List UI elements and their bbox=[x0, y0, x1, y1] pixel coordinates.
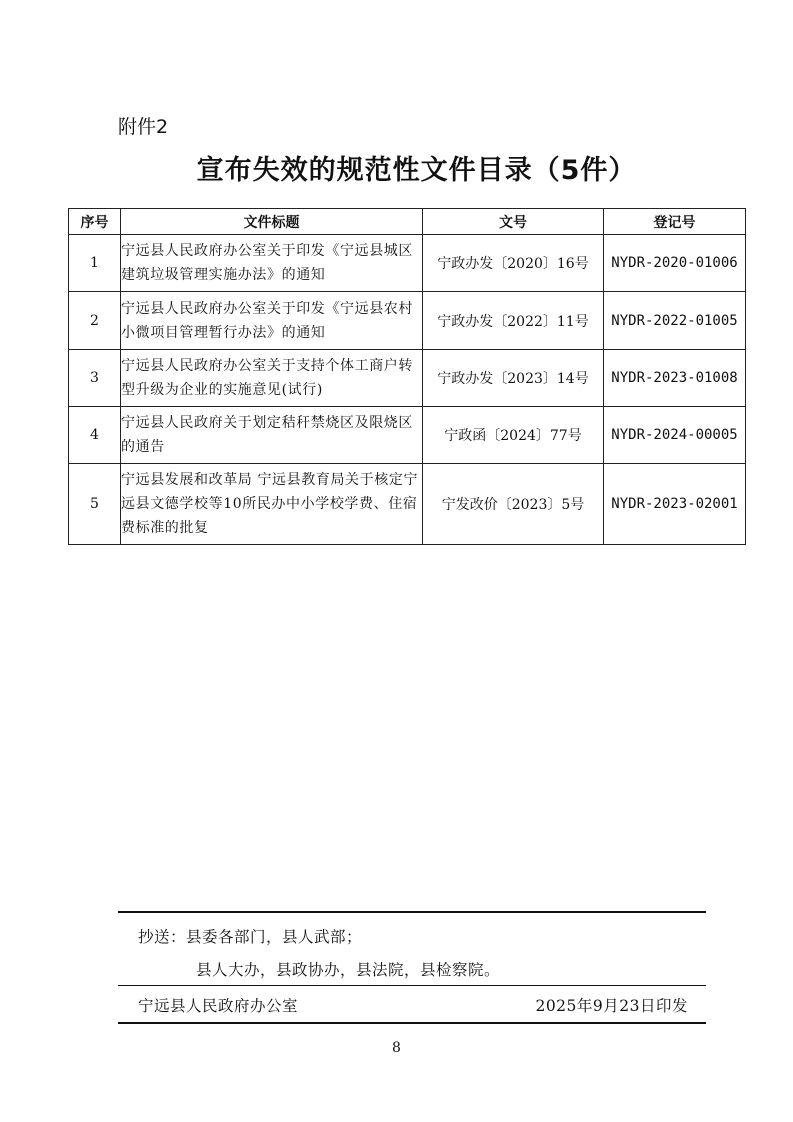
footer-bottom-rule bbox=[118, 1022, 706, 1024]
column-header-serial: 序号 bbox=[69, 209, 121, 235]
row-serial: 3 bbox=[69, 350, 121, 407]
attachment-label: 附件2 bbox=[118, 116, 169, 138]
row-serial: 2 bbox=[69, 292, 121, 350]
row-title: 宁远县人民政府办公室关于印发《宁远县城区建筑垃圾管理实施办法》的通知 bbox=[121, 235, 423, 292]
table-row bbox=[69, 235, 746, 292]
row-registration-number: NYDR-2023-01008 bbox=[604, 350, 746, 407]
column-header-doc-number: 文号 bbox=[423, 209, 604, 235]
row-serial: 1 bbox=[69, 235, 121, 292]
row-title: 宁远县发展和改革局 宁远县教育局关于核定宁远县文德学校等10所民办中小学校学费、住宿费标准的批复 bbox=[121, 464, 423, 545]
cc-recipients-line-2: 县人大办，县政协办，县法院，县检察院。 bbox=[196, 961, 501, 979]
footer-middle-rule bbox=[118, 985, 706, 986]
row-title: 宁远县人民政府办公室关于印发《宁远县农村小微项目管理暂行办法》的通知 bbox=[121, 292, 423, 350]
invalidated-documents-table bbox=[68, 208, 746, 545]
footer-top-rule bbox=[118, 911, 706, 913]
row-doc-number: 宁政办发〔2020〕16号 bbox=[423, 235, 604, 292]
table-row bbox=[69, 407, 746, 464]
cc-recipients-line-1: 抄送：县委各部门，县人武部； bbox=[138, 928, 363, 946]
issue-date: 2025年9月23日印发 bbox=[535, 997, 688, 1015]
row-doc-number: 宁政函〔2024〕77号 bbox=[423, 407, 604, 464]
issuing-office: 宁远县人民政府办公室 bbox=[138, 997, 299, 1015]
document-title: 宣布失效的规范性文件目录（5件） bbox=[196, 155, 637, 186]
row-registration-number: NYDR-2020-01006 bbox=[604, 235, 746, 292]
table-header-row bbox=[69, 209, 746, 235]
row-registration-number: NYDR-2022-01005 bbox=[604, 292, 746, 350]
row-registration-number: NYDR-2024-00005 bbox=[604, 407, 746, 464]
table-row bbox=[69, 464, 746, 545]
row-serial: 5 bbox=[69, 464, 121, 545]
column-header-registration-number: 登记号 bbox=[604, 209, 746, 235]
row-serial: 4 bbox=[69, 407, 121, 464]
column-header-title: 文件标题 bbox=[121, 209, 423, 235]
row-doc-number: 宁政办发〔2023〕14号 bbox=[423, 350, 604, 407]
row-title: 宁远县人民政府办公室关于支持个体工商户转型升级为企业的实施意见(试行) bbox=[121, 350, 423, 407]
row-registration-number: NYDR-2023-02001 bbox=[604, 464, 746, 545]
table-row bbox=[69, 350, 746, 407]
row-doc-number: 宁政办发〔2022〕11号 bbox=[423, 292, 604, 350]
row-title: 宁远县人民政府关于划定秸秆禁烧区及限烧区的通告 bbox=[121, 407, 423, 464]
table-row bbox=[69, 292, 746, 350]
page-number: 8 bbox=[392, 1040, 401, 1056]
row-doc-number: 宁发改价〔2023〕5号 bbox=[423, 464, 604, 545]
